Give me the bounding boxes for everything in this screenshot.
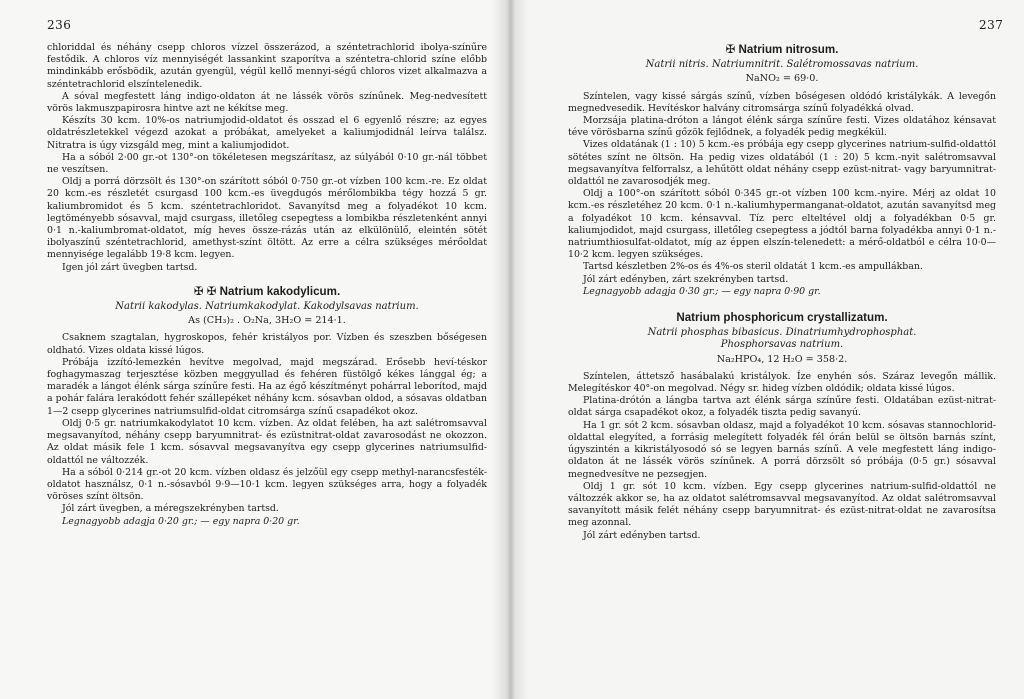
chemical-formula: As (CH₃)₂ . O₂Na, 3H₂O = 214·1.	[188, 315, 346, 327]
left-page	[0, 0, 510, 699]
section-heading: ✠ ✠ Natrium kakodylicum.	[193, 284, 341, 298]
paragraph: Igen jól zárt üvegben tartsd.	[62, 261, 198, 273]
paragraph: Ha 1 gr. sót 2 kcm. sósavban oldasz, majd a folyadékot 10 kcm. sósavas stannochlorid-oldattal elegyíted, a forrásig melegített folyadék fél órán belül se öltsön barnás színt, úgyszintén a kikristályosodó só se legyen barnás színű. A vele megfestett láng indigo-oldaton át ne lássék vörös színűnek. A porrá dörzsölt só próbája (0·5 gr.) sósavval megnedvesítve ne pezsegjen.	[568, 419, 996, 480]
left-column	[47, 42, 487, 528]
chemical-formula: NaNO₂ = 69·0.	[745, 73, 819, 85]
paragraph: Oldj 0·5 gr. natriumkakodylatot 10 kcm. vízben. Az oldat felében, ha azt salétromsavval megsavanyítod, néhány csepp baryumnitrat- és ezüstnitrat-oldat zavarosodást ne okozzon. Az oldat másik fele 1 kcm. sósavval megsavanyítva egy csepp glycerines natriumsulfid-oldattól ne változzék.	[47, 417, 487, 466]
section-subtitle: Natrii kakodylas. Natriumkakodylat. Kakodylsavas natrium.	[115, 301, 419, 313]
paragraph: Jól zárt edényben, zárt szekrényben tartsd.	[583, 273, 789, 285]
paragraph: Oldj a porrá dörzsölt és 130°-on szárított sóból 0·750 gr.-ot vízben 100 kcm.-re. Ez oldat 20 kcm.-es részletét csurgasd 100 kcm.-es üvegdugós mérőlombikba tégy hozzá 5 gr. kaliumbromidot és 5 kcm. széntetrachloridot. Savanyítsd meg a folyadékot 10 kcm. legtöményebb sósavval, majd csurgass, illetőleg csepegtess a lombikba részletenként annyi 0·1 n.-kaliumbromat-oldatot, míg heves össze-rázás után az elkülönülő, eleintén sötét ibolyaszínű széntetrachlorid, amethyst-színt öltött. Az erre a célra szükséges mérőoldat mennyisége legalább 19·8 kcm. legyen.	[47, 176, 487, 261]
dose-note: Legnagyobb adagja 0·20 gr.; — egy napra 0·20 gr.	[62, 515, 300, 527]
paragraph: Készíts 30 kcm. 10%-os natriumjodid-oldatot és osszad el 6 egyenlő részre; az egyes oldatrészletekkel végezd azokat a próbákat, amelyeket a kaliumjodidnál leírva találsz. Nitratra is úgy vizsgáld meg, mint a kaliumjodidot.	[47, 115, 487, 151]
paragraph: Morzsája platina-dróton a lángot élénk sárga színűre festi. Vizes oldatához kénsavat téve vörösbarna színű gőzök fejlődnek, a folyadék pedig megkékül.	[568, 115, 996, 139]
section-heading: Natrium phosphoricum crystallizatum.	[676, 311, 888, 325]
paragraph: Platina-drótón a lángba tartva azt élénk sárga színűre festi. Oldatában ezüst-nitrat-oldat sárga csapadékot okoz, a folyadék tiszta pedig savanyú.	[568, 395, 996, 419]
paragraph: Oldj 1 gr. sót 10 kcm. vízben. Egy csepp glycerines natrium-sulfid-oldattól ne változzék akkor se, ha az oldatot salétromsavval megsavanyítod. Az oldat salétromsavval savanyított másik felét néhány csepp baryumnitrat- és ezüst-nitrat-oldat ne zavarosítsa meg azonnal.	[568, 480, 996, 529]
paragraph: Próbája izzító-lemezkén hevítve megolvad, majd megszárad. Erősebb heví-téskor foghagymaszag terjesztése közben meggyullad és fehéren füstölgő kékes lánggal ég; a maradék a lángot élénk sárga színűre festi. Ha az égő készítményt pohárral leborítod, majd a pohár falára lerakódott fehér szállepéket néhány kcm. sósavban oldod, a sósavas oldatban 1—2 csepp glycerines natriumsulfid-oldat citromsárga színű csapadékot okoz.	[47, 356, 487, 417]
paragraph: Csaknem szagtalan, hygroskopos, fehér kristályos por. Vízben és szeszben bőségesen oldható. Vizes oldata kissé lúgos.	[47, 332, 487, 356]
paragraph: chloriddal és néhány csepp chloros vízzel összerázod, a széntetrachlorid ibolya-színűre festődik. A chloros víz mennyiségét lassankint szaporítva a széntetra-chlorid színe előbb mindinkább erősbödik, azután gyengül, végül kellő mennyi-ségű chloros vizet alkalmazva a széntetrachlorid elszíntelenedik.	[47, 42, 487, 90]
paragraph: Jól zárt edényben tartsd.	[583, 529, 701, 541]
paragraph: Ha a sóból 2·00 gr.-ot 130°-on tökéletesen megszárítasz, az súlyából 0·10 gr.-nál többet ne veszítsen.	[47, 151, 487, 176]
section-subtitle: Phosphorsavas natrium.	[720, 339, 844, 351]
page-number-left: 236	[47, 18, 72, 32]
section-subtitle: Natrii nitris. Natriumnitrit. Salétromossavas natrium.	[645, 59, 919, 71]
paragraph: Tartsd készletben 2%-os és 4%-os steril oldatát 1 kcm.-es ampullákban.	[583, 261, 923, 273]
paragraph: Színtelen, vagy kissé sárgás színű, vízben bőségesen oldódó kristálykák. A levegőn megnedvesedik. Hevítéskor halvány citromsárga színű folyadékká olvad.	[568, 90, 996, 114]
page-number-right: 237	[979, 18, 1004, 32]
section-subtitle: Natrii phosphas bibasicus. Dinatriumhydrophosphat.	[647, 327, 917, 339]
chemical-formula: Na₂HPO₄, 12 H₂O = 358·2.	[716, 353, 848, 365]
paragraph: Jól zárt üvegben, a méregszekrényben tartsd.	[62, 503, 279, 515]
dose-note: Legnagyobb adagja 0·30 gr.; — egy napra 0·90 gr.	[583, 285, 821, 297]
paragraph: Oldj a 100°-on szárított sóból 0·345 gr.-ot vízben 100 kcm.-nyire. Mérj az oldat 10 kcm.-es részletéhez 20 kcm. 0·1 n.-kaliumhypermanganat-oldatot, azután savanyítsd meg a folyadékot 10 kcm. kénsavval. Tíz perc elteltével oldj a folyadékban 0·5 gr. kaliumjodidot, majd csurgass, illetőleg csepegtess a jódtól barna folyadékba annyi 0·1 n.-natriumthiosulfat-oldatot, míg az éppen elszín-telenedett: a mérő-oldatból e célra 10·0—10·2 kcm. legyen szükséges.	[568, 188, 996, 261]
section-heading: ✠ Natrium nitrosum.	[725, 43, 839, 56]
paragraph: Vizes oldatának (1 : 10) 5 kcm.-es próbája egy csepp glycerines natrium-sulfid-oldattól sötétes színt ne öltsön. Ha pedig vizes oldatából (1 : 20) 5 kcm.-nyit salétromsavval megsavanyítva felforralsz, a lehűtött oldat néhány csepp ezüst-nitrat- vagy baryumnitrat-oldattól ne zavarosodjék meg.	[568, 139, 996, 188]
paragraph: Ha a sóból 0·214 gr.-ot 20 kcm. vízben oldasz és jelzőül egy csepp methyl-narancsfesték-oldatot használsz, 0·1 n.-sósavból 9·9—10·1 kcm. legyen szükséges arra, hogy a folyadék vöröses színt öltsön.	[47, 466, 487, 503]
paragraph: A sóval megfestett láng indigo-oldaton át ne lássék vörös színűnek. Meg-nedvesített vörös lakmuszpapirosra hintve azt ne kékítse meg.	[47, 90, 487, 115]
paragraph: Színtelen, áttetsző hasábalakú kristályok. Íze enyhén sós. Száraz levegőn mállik. Melegítéskor 40°-on megolvad. Négy sr. hideg vízben oldódik; oldata kissé lúgos.	[568, 370, 996, 395]
right-column	[568, 36, 996, 542]
